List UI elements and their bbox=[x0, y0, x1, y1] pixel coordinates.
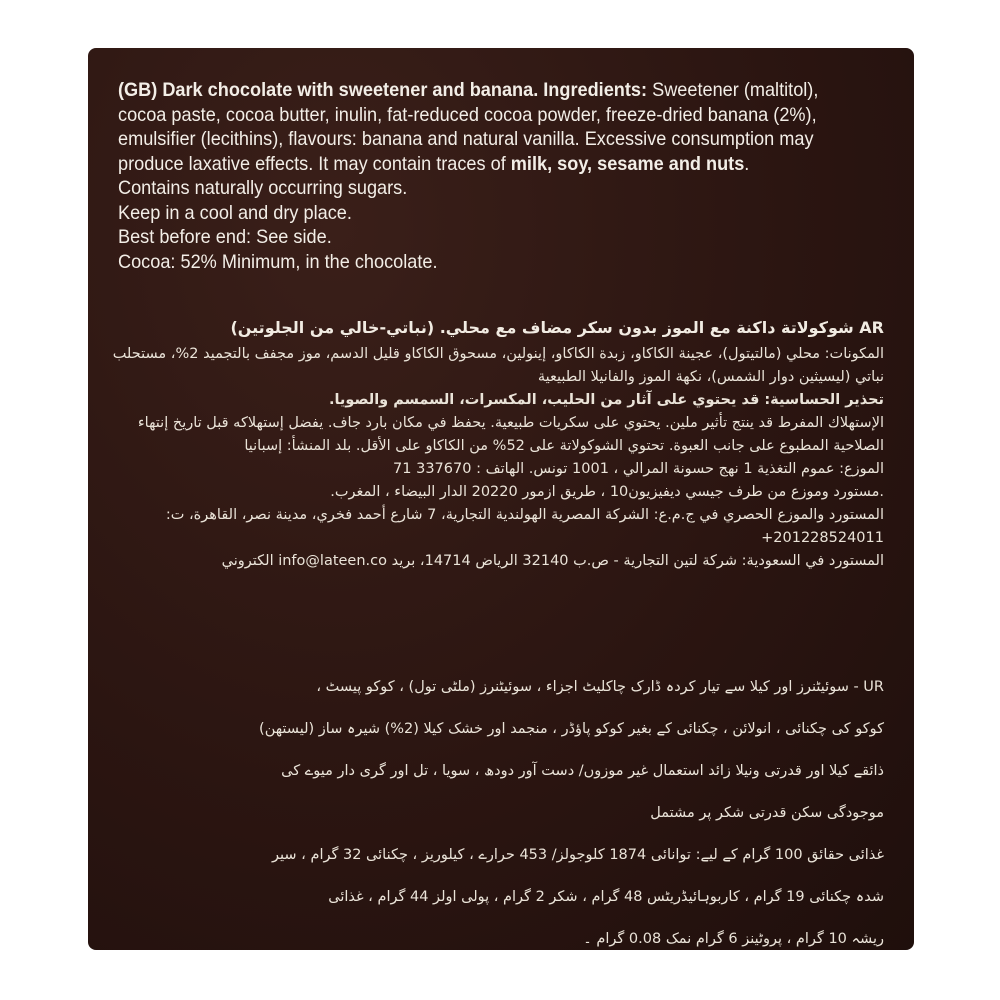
english-product-name: (GB) Dark chocolate with sweetener and banana. Ingredients: bbox=[118, 79, 648, 101]
english-storage: Keep in a cool and dry place. bbox=[118, 201, 352, 224]
urdu-line-6: شدہ چکنائی 19 گرام ، کاربوہائیڈریٹس 48 گرام ، شکر 2 گرام ، پولی اولز 44 گرام ، غذائی bbox=[328, 889, 884, 905]
arabic-section bbox=[94, 316, 884, 573]
arabic-ingredients: المكونات: محلي (مالتيتول)، عجينة الكاكاو، زبدة الكاكاو، إينولين، مسحوق الكاكاو قليل الدسم، موز مجفف بالتجميد 2%، مستحلب نباتي (ليسيثين دوار الشمس)، نكهة الموز والفانيلا الطبيعية bbox=[112, 346, 884, 385]
arabic-distributor-egypt: المستورد والموزع الحصري في ج.م.ع: الشركة المصرية الهولندية التجارية، 7 شارع أحمد فخري، مدينة نصر، القاهرة، ت: 201228524011+ bbox=[165, 507, 884, 546]
urdu-line-4: موجودگی سکن قدرتی شکر پر مشتمل bbox=[650, 805, 884, 821]
english-section bbox=[118, 78, 843, 274]
urdu-line-3: ذائقے کیلا اور قدرتی ونیلا زائد استعمال غیر موزوں/ دست آور دودھ ، سویا ، تل اور گری دار میوے کی bbox=[281, 763, 884, 779]
arabic-distributor-tunisia: الموزع: عموم التغذية 1 نهج حسونة المرالي ، 1001 تونس. الهاتف : 337670 71 bbox=[393, 461, 884, 477]
urdu-section bbox=[94, 676, 884, 950]
english-sugars: Contains naturally occurring sugars. bbox=[118, 177, 408, 199]
urdu-line-1: UR - سوئیٹنرز اور کیلا سے تیار کردہ ڈارک چاکلیٹ اجزاء ، سوئیٹنرز (ملٹی تول) ، کوکو پیسٹ ، bbox=[316, 679, 884, 695]
english-ingredients-text: Sweetener (maltitol), cocoa paste, cocoa butter, inulin, fat-reduced cocoa powder, freeze-dried banana (2%), emulsifier (lecithins), flavours: banana and natural vanilla. Excessive consumption may produce laxative effects. It may contain traces of bbox=[118, 79, 819, 175]
english-allergens: milk, soy, sesame and nuts bbox=[510, 152, 745, 175]
urdu-line-2: کوکو کی چکنائی ، انولائن ، چکنائی کے بغیر کوکو پاؤڈر ، منجمد اور خشک کیلا (2%) شیرہ ساز (لیستھن) bbox=[259, 721, 884, 737]
chocolate-label-panel bbox=[88, 48, 914, 950]
english-allergens-end: . bbox=[744, 152, 750, 175]
arabic-consumption-warning: الإستهلاك المفرط قد ينتج تأثير ملين. يحتوي على سكريات طبيعية. يحفظ في مكان بارد جاف. يفضل إستهلاكه قبل تاريخ إنتهاء الصلاحية المطبوع على جانب العبوة. تحتوي الشوكولاتة على 52% من الكاكاو على الأقل. بلد المنشأ: إسبانيا bbox=[137, 415, 884, 454]
urdu-line-7: ریشہ 10 گرام ، پروٹینز 6 گرام نمک 0.08 گرام ۔ bbox=[583, 931, 884, 947]
arabic-distributor-morocco: .مستورد وموزع من طرف جيسي ديفيزيون10 ، طريق ازمور 20220 الدار البيضاء ، المغرب. bbox=[330, 484, 884, 500]
arabic-title: AR شوكولاتة داكنة مع الموز بدون سكر مضاف مع محلي. (نباتي-خالي من الجلوتين) bbox=[230, 318, 884, 337]
english-ingredients-paragraph bbox=[118, 78, 843, 176]
english-best-before: Best before end: See side. bbox=[118, 226, 332, 248]
arabic-importer-saudi: المستورد في السعودية: شركة لتين التجارية - ص.ب 32140 الرياض 14714، بريد info@lateen.co الكتروني bbox=[221, 553, 884, 569]
arabic-allergy-warning: تحذير الحساسية: قد يحتوي على آثار من الحليب، المكسرات، السمسم والصويا. bbox=[328, 392, 884, 408]
english-cocoa-content: Cocoa: 52% Minimum, in the chocolate. bbox=[118, 250, 438, 273]
urdu-line-5: غذائی حقائق 100 گرام کے لیے: توانائی 1874 کلوجولز/ 453 حرارے ، کیلوریز ، چکنائی 32 گرام ، سیر bbox=[272, 847, 884, 863]
